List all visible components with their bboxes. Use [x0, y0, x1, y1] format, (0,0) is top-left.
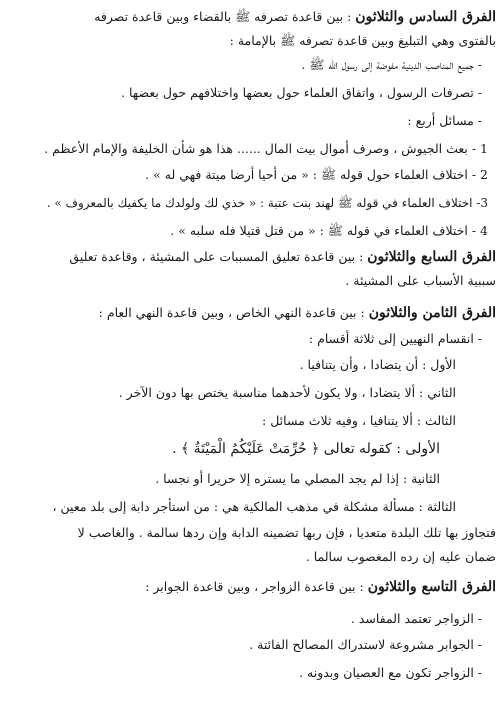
- section-36-bullet-1: - جميع المناصب الدينية مفوضة إلى رسول الله ﷺ .: [301, 57, 482, 72]
- section-36-item-4: 4 - اختلاف العلماء في قوله ﷺ : « من قتل قتيلا فله سلبه » .: [170, 223, 488, 238]
- section-36-line-1: [94, 8, 496, 26]
- section-36-text-1: : بين قاعدة تصرفه ﷺ بالقضاء وبين قاعدة تصرفه: [94, 9, 352, 24]
- section-38-third: الثالث : ألا يتنافيا ، وفيه ثلاث مسائل :: [262, 413, 456, 428]
- section-38-text-1: : بين قاعدة النهي الخاص ، وبين قاعدة النهي العام :: [98, 305, 365, 320]
- section-38-question-3-line-1: الثالثة : مسألة مشكلة في مذهب المالكية هي : من استأجر دابة إلى بلد معين ،: [52, 499, 456, 514]
- section-38-line-1: [99, 304, 496, 322]
- section-38-question-2: الثانية : إذا لم يجد المصلي ما يستره إلا حريرا أو نجسا .: [155, 471, 440, 486]
- section-37-heading: الفرق السابع والثلاثون: [367, 249, 496, 265]
- section-36-item-2: 2 - اختلاف العلماء حول قوله ﷺ : « من أحيا أرضا ميتة فهي له » .: [145, 167, 488, 182]
- section-39-bullet-1: - الزواجر تعتمد المفاسد .: [350, 611, 482, 626]
- section-38-question-1: الأولى : كقوله تعالى ﴿ حُرِّمَتْ عَلَيْكُمُ الْمَيْتَةُ ﴾ .: [172, 441, 440, 457]
- section-36-line-2: بالفتوى وهي التبليغ وبين قاعدة تصرفه ﷺ بالإمامة :: [229, 33, 496, 48]
- section-37-line-1: [69, 248, 496, 266]
- section-38-second: الثاني : ألا يتضادا ، ولا يكون لأحدهما مناسبة يختص بها دون الآخر .: [118, 385, 456, 400]
- section-38-question-3-line-3: ضمان عليه إن رده المغصوب سالما .: [305, 549, 496, 564]
- section-38-heading: الفرق الثامن والثلاثون: [368, 305, 496, 321]
- section-36-item-3: 3- اختلاف العلماء في قوله ﷺ لهند بنت عتبة : « خذي لك ولولدك ما يكفيك بالمعروف » .: [46, 196, 488, 210]
- section-37-text-1: : بين قاعدة تعليق المسببات على المشيئة ، وقاعدة تعليق: [69, 249, 364, 264]
- section-36-bullet-2: - تصرفات الرسول ، واتفاق العلماء حول بعضها واختلافهم حول بعضها .: [121, 85, 482, 100]
- section-39-heading: الفرق التاسع والثلاثون: [367, 579, 496, 595]
- section-36-bullet-3: - مسائل أربع :: [407, 113, 482, 128]
- section-39-text-1: : بين قاعدة الزواجر ، وبين قاعدة الجوابر :: [145, 579, 364, 594]
- section-36-heading: الفرق السادس والثلاثون: [355, 9, 496, 25]
- section-39-line-1: [145, 578, 496, 596]
- section-37-line-2: سببية الأسباب على المشيئة .: [345, 273, 496, 288]
- section-38-question-3-line-2: فتجاوز بها تلك البلدة متعديا ، فإن ربها تضمينه الدابة وإن ردها سالمة . والغاصب لا: [77, 525, 496, 540]
- section-39-bullet-3: - الزواجر تكون مع العصيان وبدونه .: [299, 665, 482, 680]
- section-39-bullet-2: - الجوابر مشروعة لاستدراك المصالح الفائتة .: [249, 637, 482, 652]
- section-38-first: الأول : أن يتضادا ، وأن يتنافيا .: [299, 357, 456, 372]
- section-38-bullet-1: - انقسام النهيين إلى ثلاثة أقسام :: [308, 331, 482, 346]
- section-36-item-1: 1 - بعث الجيوش ، وصرف أموال بيت المال ...... هذا هو شأن الخليفة والإمام الأعظم .: [44, 141, 488, 156]
